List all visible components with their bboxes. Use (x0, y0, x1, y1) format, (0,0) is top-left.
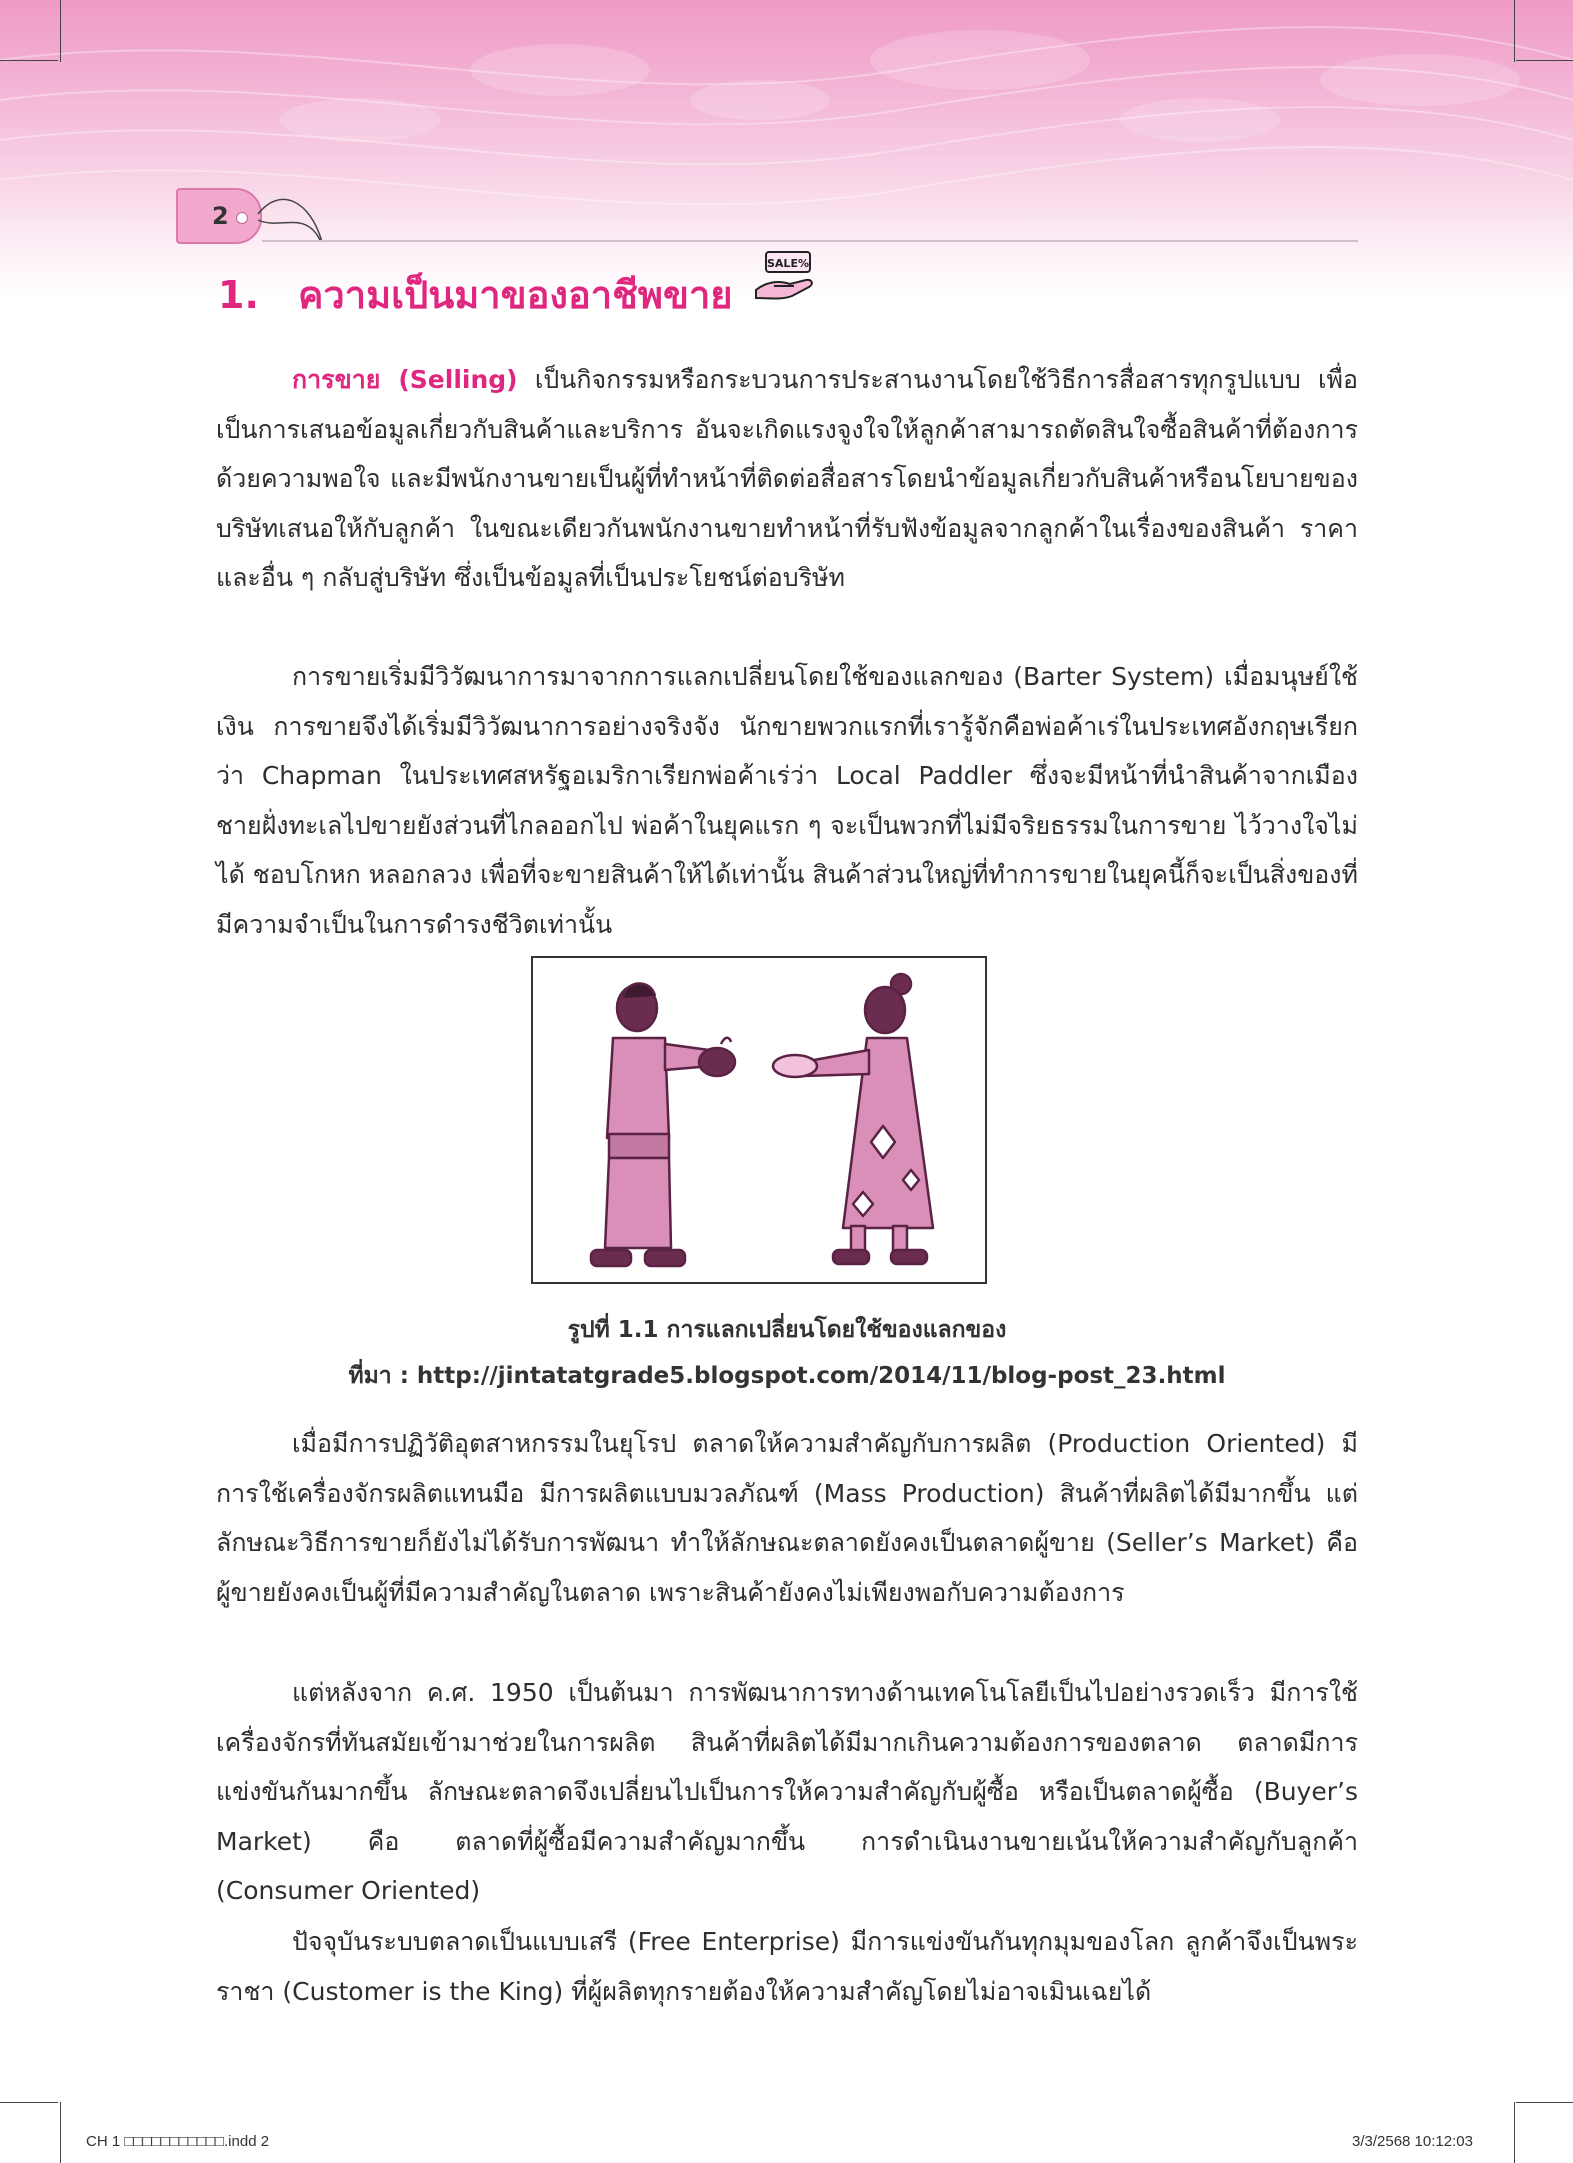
print-slug-filename: CH 1 □□□□□□□□□□□.indd 2 (86, 2133, 270, 2150)
term-selling: การขาย (Selling) (292, 365, 518, 394)
crop-mark (0, 60, 58, 61)
section-title: ความเป็นมาของอาชีพขาย (298, 273, 733, 317)
paragraph-post-1950 (216, 1668, 1358, 1916)
paragraph-industrial-revolution (216, 1419, 1358, 1617)
crop-mark (0, 2102, 58, 2103)
paragraph-text: เมื่อมีการปฏิวัติอุตสาหกรรมในยุโรป ตลาดให้ความสำคัญกับการผลิต (Production Oriented) มีการใช้เครื่องจักรผลิตแทนมือ มีการผลิตแบบมวลภัณฑ์ (Mass Production) สินค้าที่ผลิตได้มีมากขึ้น แต่ลักษณะวิธีการขายก็ยังไม่ได้รับการพัฒนา ทำให้ลักษณะตลาดยังคงเป็นตลาดผู้ขาย (Seller’s Market) คือ ผู้ขายยังคงเป็นผู้ที่มีความสำคัญในตลาด เพราะสินค้ายังคงไม่เพียงพอกับความต้องการ (216, 1429, 1358, 1607)
crop-mark (1516, 60, 1573, 61)
crop-mark (1514, 2102, 1515, 2163)
paragraph-text: การขายเริ่มมีวิวัฒนาการมาจากการแลกเปลี่ยนโดยใช้ของแลกของ (Barter System) เมื่อมนุษย์ใช้เงิน การขายจึงได้เริ่มมีวิวัฒนาการอย่างจริงจัง นักขายพวกแรกที่เรารู้จักคือพ่อค้าเร่ในประเทศอังกฤษเรียกว่า Chapman ในประเทศสหรัฐอเมริกาเรียกพ่อค้าเร่ว่า Local Paddler ซึ่งจะมีหน้าที่นำสินค้าจากเมืองชายฝั่งทะเลไปขายยังส่วนที่ไกลออกไป พ่อค้าในยุคแรก ๆ จะเป็นพวกที่ไม่มีจริยธรรมในการขาย ไว้วางใจไม่ได้ ชอบโกหก หลอกลวง เพื่อที่จะขายสินค้าให้ได้เท่านั้น สินค้าส่วนใหญ่ที่ทำการขายในยุคนี้ก็จะเป็นสิ่งของที่มีความจำเป็นในการดำรงชีวิตเท่านั้น (216, 662, 1358, 939)
figure-barter-exchange (531, 956, 987, 1284)
figure-caption: รูปที่ 1.1 การแลกเปลี่ยนโดยใช้ของแลกของ (567, 1317, 1007, 1343)
barter-exchange-illustration (533, 958, 985, 1282)
crop-mark (1516, 2102, 1573, 2103)
paragraph-free-enterprise (216, 1917, 1358, 2016)
paragraph-text: แต่หลังจาก ค.ศ. 1950 เป็นต้นมา การพัฒนาการทางด้านเทคโนโลยีเป็นไปอย่างรวดเร็ว มีการใช้เครื่องจักรที่ทันสมัยเข้ามาช่วยในการผลิต สินค้าที่ผลิตได้มีมากเกินความต้องการของตลาด ตลาดมีการแข่งขันกันมากขึ้น ลักษณะตลาดจึงเปลี่ยนไปเป็นการให้ความสำคัญกับผู้ซื้อ หรือเป็นตลาดผู้ซื้อ (Buyer’s Market) คือ ตลาดที่ผู้ซื้อมีความสำคัญมากขึ้น การดำเนินงานขายเน้นให้ความสำคัญกับลูกค้า (Consumer Oriented) (216, 1678, 1358, 1905)
print-slug-datetime: 3/3/2568 10:12:03 (1352, 2133, 1473, 2150)
paragraph-selling-definition (216, 355, 1358, 603)
page-number: 2 (212, 202, 229, 230)
crop-mark (60, 0, 61, 62)
paragraph-text: เป็นกิจกรรมหรือกระบวนการประสานงานโดยใช้วิธีการสื่อสารทุกรูปแบบ เพื่อเป็นการเสนอข้อมูลเกี่ยวกับสินค้าและบริการ อันจะเกิดแรงจูงใจให้ลูกค้าสามารถตัดสินใจซื้อสินค้าที่ต้องการด้วยความพอใจ และมีพนักงานขายเป็นผู้ที่ทำหน้าที่ติดต่อสื่อสารโดยนำข้อมูลเกี่ยวกับสินค้าหรือนโยบายของบริษัทเสนอให้กับลูกค้า ในขณะเดียวกันพนักงานขายทำหน้าที่รับฟังข้อมูลจากลูกค้าในเรื่องของสินค้า ราคา และอื่น ๆ กลับสู่บริษัท ซึ่งเป็นข้อมูลที่เป็นประโยชน์ต่อบริษัท (216, 365, 1358, 592)
section-heading (218, 264, 733, 325)
crop-mark (1514, 0, 1515, 62)
paragraph-barter-history (216, 652, 1358, 949)
tag-hole-icon (236, 212, 248, 224)
paragraph-text: ปัจจุบันระบบตลาดเป็นแบบเสรี (Free Enterprise) มีการแข่งขันกันทุกมุมของโลก ลูกค้าจึงเป็นพระราชา (Customer is the King) ที่ผู้ผลิตทุกรายต้องให้ความสำคัญโดยไม่อาจเมินเฉยได้ (216, 1927, 1358, 2006)
header-rule (262, 240, 1358, 242)
section-number: 1. (218, 273, 259, 317)
crop-mark (60, 2102, 61, 2163)
sale-hand-icon (752, 246, 818, 306)
figure-source: ที่มา : http://jintatatgrade5.blogspot.com/2014/11/blog-post_23.html (348, 1363, 1226, 1389)
sale-icon-label: SALE% (767, 257, 809, 270)
